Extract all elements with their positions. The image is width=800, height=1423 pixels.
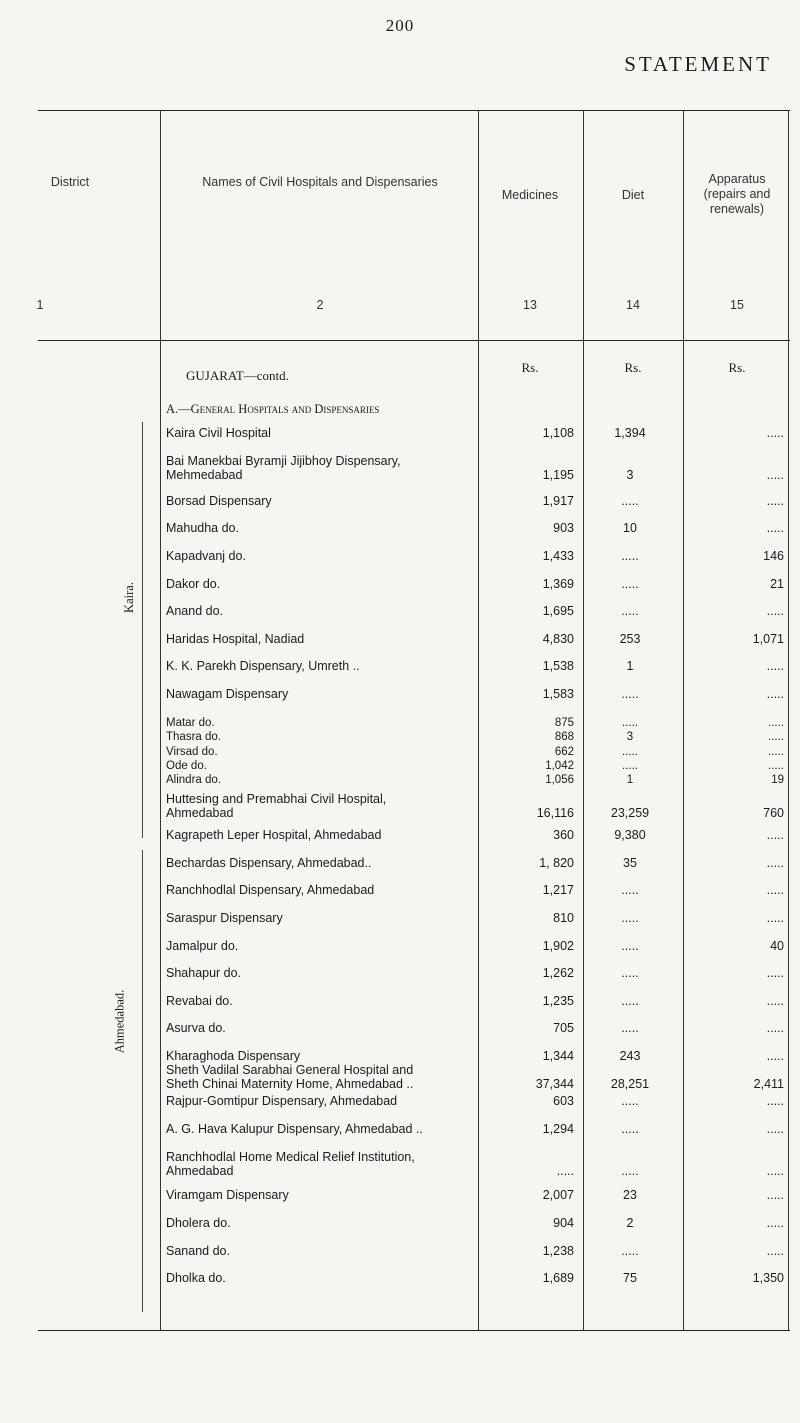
row-apparatus: ..... — [766, 521, 784, 535]
row-medicines: 16,116 — [536, 806, 574, 820]
ahmedabad-brace — [142, 850, 143, 1312]
row-name-line2: Sheth Chinai Maternity Home, Ahmedabad .. — [166, 1077, 414, 1091]
row-name-line1: Viramgam Dispensary — [166, 1188, 289, 1202]
row-medicines: 1,235 — [542, 994, 574, 1008]
row-apparatus: ..... — [766, 1049, 784, 1063]
row-diet: 10 — [623, 521, 637, 535]
row-apparatus: ..... — [766, 426, 784, 440]
row-name — [166, 883, 476, 897]
row-medicines: 2,007 — [542, 1188, 574, 1202]
row-apparatus: ..... — [768, 760, 784, 772]
row-name-line1: Kharaghoda Dispensary — [166, 1049, 301, 1063]
row-diet: ..... — [621, 1122, 639, 1136]
col-rule-5 — [788, 110, 789, 1330]
unit-diet: Rs. — [624, 360, 642, 375]
row-name-line1: Haridas Hospital, Nadiad — [166, 632, 305, 646]
row-medicines: 1,433 — [542, 549, 574, 563]
row-diet: 1,394 — [614, 426, 646, 440]
row-name-line1: Ode do. — [166, 760, 207, 772]
row-name — [166, 659, 476, 673]
row-name-line1: Dholka do. — [166, 1271, 226, 1285]
row-medicines: 1,369 — [542, 577, 574, 591]
row-name — [166, 1021, 476, 1035]
row-name — [166, 604, 476, 618]
row-name-line1: A. G. Hava Kalupur Dispensary, Ahmedabad .. — [166, 1122, 423, 1136]
header-bottom-rule — [38, 340, 790, 341]
row-medicines: 1,917 — [542, 494, 574, 508]
row-name — [166, 426, 476, 440]
col-rule-1 — [160, 110, 161, 340]
row-medicines: 1,042 — [545, 760, 574, 772]
row-medicines: 360 — [553, 828, 574, 842]
row-apparatus: 19 — [771, 774, 784, 786]
row-name-line1: Bai Manekbai Byramji Jijibhoy Dispensary, — [166, 454, 401, 468]
colnum-apparatus: 15 — [730, 298, 744, 312]
row-name-line1: Borsad Dispensary — [166, 494, 272, 508]
header-names: Names of Civil Hospitals and Dispensaries — [202, 175, 438, 189]
row-medicines: 1,108 — [542, 426, 574, 440]
row-name — [166, 1094, 476, 1108]
row-name-line1: Anand do. — [166, 604, 223, 618]
colnum-district: 1 — [36, 298, 44, 312]
row-diet: ..... — [621, 1244, 639, 1258]
header-apparatus: Apparatus (repairs and renewals) — [703, 172, 771, 216]
row-apparatus: ..... — [768, 731, 784, 743]
row-name-line2: Ahmedabad — [166, 1164, 234, 1178]
row-name — [166, 1216, 476, 1230]
col-rule-3 — [583, 110, 584, 1330]
colnum-diet: 14 — [626, 298, 640, 312]
row-name — [166, 1150, 476, 1178]
row-apparatus: 2,411 — [753, 1077, 784, 1091]
row-name — [166, 792, 476, 820]
row-medicines: 705 — [553, 1021, 574, 1035]
col-rule-4 — [683, 110, 684, 1330]
row-name — [166, 521, 476, 535]
row-name-line1: Sheth Vadilal Sarabhai General Hospital and — [166, 1063, 414, 1077]
row-apparatus: 760 — [763, 806, 784, 820]
col-rule-2 — [478, 110, 479, 1330]
row-name — [166, 454, 476, 482]
row-apparatus: ..... — [766, 1122, 784, 1136]
row-diet: 35 — [623, 856, 637, 870]
row-medicines: 662 — [554, 746, 574, 758]
header-top-rule — [38, 110, 790, 111]
row-diet: 253 — [619, 632, 641, 646]
row-name-line1: Mahudha do. — [166, 521, 239, 535]
row-name-line1: Virsad do. — [166, 746, 218, 758]
row-medicines: 1,294 — [542, 1122, 574, 1136]
row-diet: ..... — [621, 966, 639, 980]
row-diet: 2 — [626, 1216, 634, 1230]
row-apparatus: 146 — [763, 549, 784, 563]
row-medicines: 37,344 — [535, 1077, 574, 1091]
row-name — [166, 1049, 476, 1063]
row-medicines: 1,056 — [545, 774, 574, 786]
row-medicines: 1,538 — [542, 659, 574, 673]
row-apparatus: ..... — [766, 911, 784, 925]
row-apparatus: ..... — [766, 883, 784, 897]
row-medicines: 1,902 — [542, 939, 574, 953]
row-apparatus: 1,350 — [752, 1271, 784, 1285]
row-name — [166, 1122, 476, 1136]
row-name-line1: Nawagam Dispensary — [166, 687, 289, 701]
row-name — [166, 577, 476, 591]
district-ahmedabad: Ahmedabad. — [112, 989, 127, 1054]
row-medicines: 1,195 — [542, 468, 574, 482]
row-diet: ..... — [621, 883, 639, 897]
header-medicines: Medicines — [501, 188, 559, 202]
page-number: 200 — [385, 16, 415, 35]
row-name-line1: Jamalpur do. — [166, 939, 239, 953]
row-name — [166, 994, 476, 1008]
row-diet: 3 — [626, 468, 634, 482]
row-name — [166, 856, 476, 870]
row-name-line1: Thasra do. — [166, 731, 221, 743]
row-apparatus: ..... — [766, 494, 784, 508]
row-diet: 75 — [623, 1271, 637, 1285]
row-name — [166, 760, 476, 772]
row-name-line1: Rajpur-Gomtipur Dispensary, Ahmedabad — [166, 1094, 398, 1108]
row-name-line1: Kaira Civil Hospital — [166, 426, 271, 440]
row-medicines: 868 — [554, 731, 574, 743]
row-medicines: 1,689 — [542, 1271, 574, 1285]
row-name — [166, 494, 476, 508]
district-kaira: Kaira. — [121, 582, 136, 613]
row-name — [166, 966, 476, 980]
row-name — [166, 549, 476, 563]
row-name-line1: Asurva do. — [166, 1021, 226, 1035]
row-medicines: 875 — [554, 717, 574, 729]
row-medicines: 1,217 — [542, 883, 574, 897]
row-medicines: 904 — [553, 1216, 574, 1230]
row-diet: ..... — [621, 549, 639, 563]
row-medicines: 1,583 — [542, 687, 574, 701]
row-medicines: 603 — [553, 1094, 574, 1108]
row-name-line1: Ranchhodlal Dispensary, Ahmedabad — [166, 883, 375, 897]
row-name-line1: Shahapur do. — [166, 966, 242, 980]
row-name — [166, 911, 476, 925]
row-name — [166, 632, 476, 646]
row-diet: ..... — [621, 494, 639, 508]
row-apparatus: ..... — [768, 746, 784, 758]
unit-medicines: Rs. — [521, 360, 539, 375]
row-name — [166, 731, 476, 743]
row-diet: ..... — [622, 717, 638, 729]
row-name — [166, 717, 476, 729]
row-diet: ..... — [621, 939, 639, 953]
row-apparatus: ..... — [768, 717, 784, 729]
row-diet: ..... — [621, 1164, 639, 1178]
row-name — [166, 687, 476, 701]
unit-apparatus: Rs. — [728, 360, 746, 375]
row-medicines: 4,830 — [542, 632, 574, 646]
row-apparatus: ..... — [766, 1094, 784, 1108]
row-name-line2: Ahmedabad — [166, 806, 234, 820]
row-apparatus: 40 — [770, 939, 784, 953]
row-apparatus: ..... — [766, 1164, 784, 1178]
row-medicines: ..... — [556, 1164, 574, 1178]
row-medicines: 1,695 — [542, 604, 574, 618]
row-medicines: 903 — [553, 521, 574, 535]
row-name-line1: Huttesing and Premabhai Civil Hospital, — [166, 792, 387, 806]
section-title: GUJARAT—contd. — [186, 368, 289, 383]
row-name-line1: Bechardas Dispensary, Ahmedabad.. — [166, 856, 372, 870]
table-bottom-rule — [38, 1330, 790, 1331]
row-diet: 1 — [626, 774, 634, 786]
row-diet: 3 — [626, 731, 634, 743]
col-rule-1b — [160, 340, 161, 1330]
row-name-line1: K. K. Parekh Dispensary, Umreth .. — [166, 659, 360, 673]
row-diet: ..... — [621, 911, 639, 925]
row-diet: ..... — [621, 1094, 639, 1108]
header-diet: Diet — [621, 188, 645, 202]
row-name-line1: Kapadvanj do. — [166, 549, 246, 563]
row-name — [166, 1188, 476, 1202]
row-apparatus: ..... — [766, 828, 784, 842]
row-diet: ..... — [621, 1021, 639, 1035]
row-apparatus: 1,071 — [752, 632, 784, 646]
row-diet: ..... — [622, 760, 638, 772]
row-apparatus: ..... — [766, 659, 784, 673]
row-diet: 243 — [619, 1049, 641, 1063]
row-apparatus: 21 — [770, 577, 784, 591]
row-name — [166, 828, 476, 842]
row-apparatus: ..... — [766, 1216, 784, 1230]
row-name — [166, 1063, 476, 1091]
header-district: District — [50, 175, 90, 189]
row-name — [166, 939, 476, 953]
row-diet: 23 — [623, 1188, 637, 1202]
section-subtitle: A.—General Hospitals and Dispensaries — [166, 402, 380, 416]
row-medicines: 1, 820 — [539, 856, 574, 870]
row-diet: 28,251 — [610, 1077, 650, 1091]
row-apparatus: ..... — [766, 994, 784, 1008]
row-name-line1: Kagrapeth Leper Hospital, Ahmedabad — [166, 828, 382, 842]
row-apparatus: ..... — [766, 468, 784, 482]
row-medicines: 1,262 — [542, 966, 574, 980]
row-apparatus: ..... — [766, 687, 784, 701]
row-apparatus: ..... — [766, 1188, 784, 1202]
row-diet: 1 — [626, 659, 634, 673]
row-diet: 23,259 — [610, 806, 650, 820]
row-name-line2: Mehmedabad — [166, 468, 243, 482]
colnum-medicines: 13 — [523, 298, 537, 312]
row-name-line1: Alindra do. — [166, 774, 221, 786]
row-diet: 9,380 — [614, 828, 646, 842]
row-medicines: 810 — [553, 911, 574, 925]
row-diet: ..... — [621, 577, 639, 591]
row-name-line1: Matar do. — [166, 717, 215, 729]
row-name — [166, 1244, 476, 1258]
row-medicines: 1,238 — [542, 1244, 574, 1258]
row-diet: ..... — [621, 687, 639, 701]
row-apparatus: ..... — [766, 1021, 784, 1035]
row-name — [166, 746, 476, 758]
colnum-names: 2 — [316, 298, 324, 312]
row-apparatus: ..... — [766, 604, 784, 618]
kaira-brace — [142, 422, 143, 838]
row-name — [166, 774, 476, 786]
row-apparatus: ..... — [766, 966, 784, 980]
row-name-line1: Saraspur Dispensary — [166, 911, 283, 925]
page-title: STATEMENT — [624, 52, 772, 76]
row-apparatus: ..... — [766, 856, 784, 870]
row-name-line1: Dakor do. — [166, 577, 221, 591]
row-name-line1: Ranchhodlal Home Medical Relief Institution, — [166, 1150, 415, 1164]
row-apparatus: ..... — [766, 1244, 784, 1258]
row-name-line1: Revabai do. — [166, 994, 233, 1008]
row-diet: ..... — [621, 604, 639, 618]
row-diet: ..... — [621, 994, 639, 1008]
row-diet: ..... — [622, 746, 638, 758]
row-name-line1: Sanand do. — [166, 1244, 230, 1258]
row-name — [166, 1271, 476, 1285]
row-name-line1: Dholera do. — [166, 1216, 231, 1230]
row-medicines: 1,344 — [542, 1049, 574, 1063]
